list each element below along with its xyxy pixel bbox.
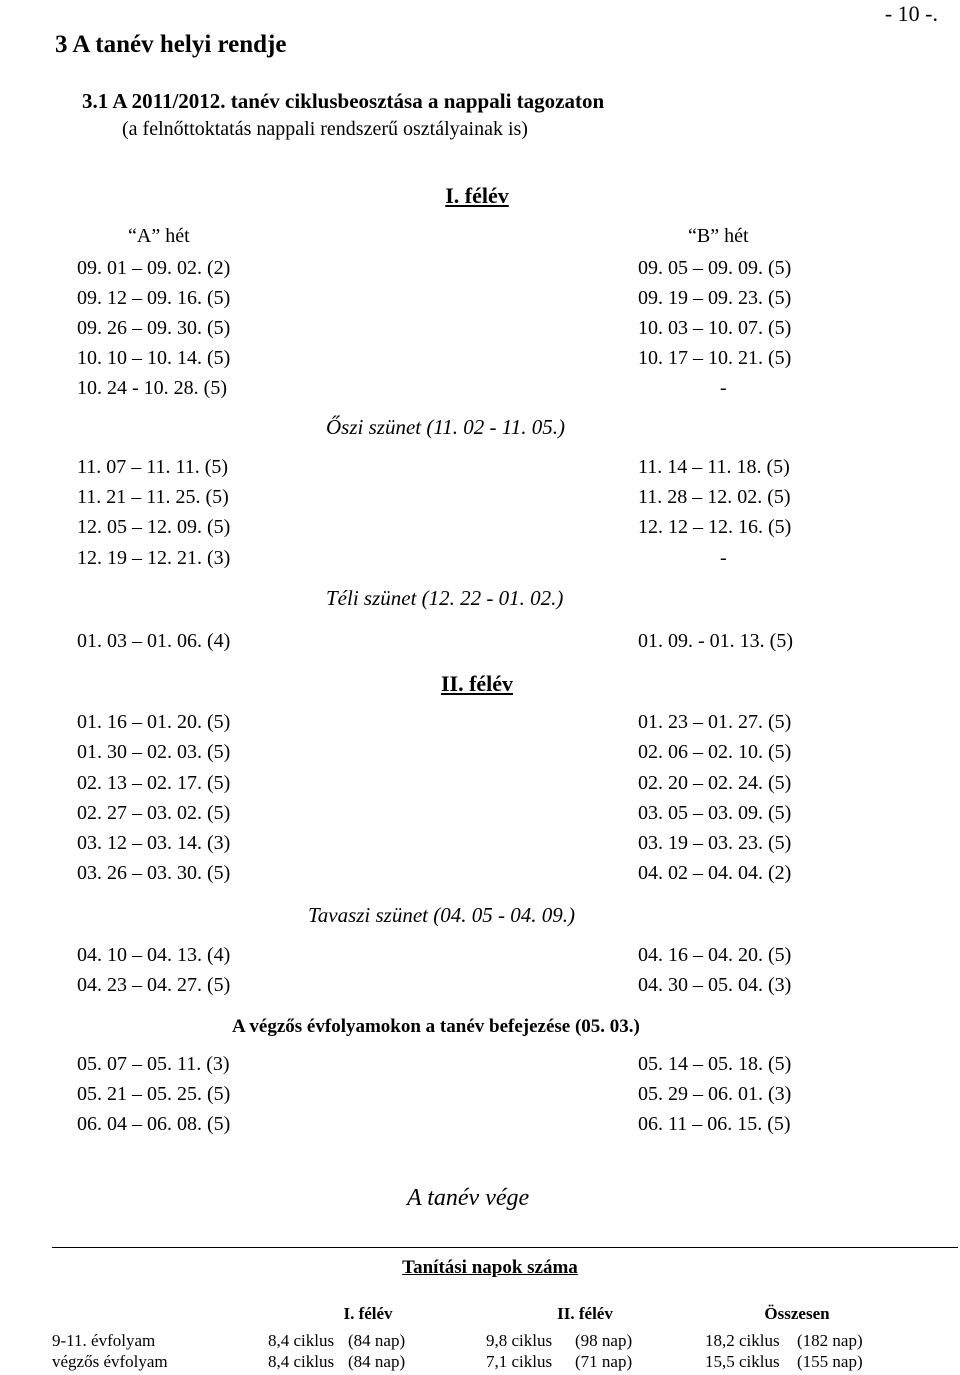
week-b-cycle: 02. 06 – 02. 10. (5) [638, 741, 792, 763]
table-row-label: 9-11. évfolyam [52, 1331, 156, 1350]
week-b-cycle: 06. 11 – 06. 15. (5) [638, 1113, 791, 1135]
table-cell-days: (155 nap) [797, 1352, 863, 1371]
week-a-cycle: 01. 03 – 01. 06. (4) [77, 630, 231, 652]
table-cell-cycles: 8,4 ciklus [268, 1331, 335, 1350]
semester2-heading: II. félév [440, 671, 514, 696]
week-a-cycle: 09. 01 – 09. 02. (2) [77, 257, 231, 279]
week-a-cycle: 10. 24 - 10. 28. (5) [77, 377, 227, 399]
year-end: A tanév vége [407, 1185, 530, 1211]
week-a-cycle: 01. 30 – 02. 03. (5) [77, 741, 231, 763]
table-row-label: végzős évfolyam [52, 1352, 168, 1371]
week-a-cycle: 11. 07 – 11. 11. (5) [77, 456, 229, 478]
week-b-cycle: 02. 20 – 02. 24. (5) [638, 772, 792, 794]
table-header-semester2: II. félév [557, 1304, 613, 1323]
week-a-cycle: 12. 19 – 12. 21. (3) [77, 547, 231, 569]
week-b-cycle: 10. 03 – 10. 07. (5) [638, 317, 792, 339]
week-a-cycle: 01. 16 – 01. 20. (5) [77, 711, 231, 733]
week-b-cycle: 10. 17 – 10. 21. (5) [638, 347, 792, 369]
spring-break: Tavaszi szünet (04. 05 - 04. 09.) [308, 903, 575, 927]
week-b-cycle: 09. 05 – 09. 09. (5) [638, 257, 792, 279]
week-b-cycle: - [720, 377, 727, 399]
week-a-cycle: 10. 10 – 10. 14. (5) [77, 347, 231, 369]
table-cell-days: (98 nap) [575, 1331, 633, 1350]
table-cell-cycles: 9,8 ciklus [486, 1331, 553, 1350]
week-b-cycle: 11. 14 – 11. 18. (5) [638, 456, 790, 478]
week-a-cycle: 04. 10 – 04. 13. (4) [77, 944, 231, 966]
table-cell-days: (84 nap) [348, 1331, 406, 1350]
week-a-cycle: 04. 23 – 04. 27. (5) [77, 974, 231, 996]
week-b-cycle: 04. 02 – 04. 04. (2) [638, 862, 792, 884]
table-cell-cycles: 7,1 ciklus [486, 1352, 553, 1371]
week-b-cycle: 04. 16 – 04. 20. (5) [638, 944, 792, 966]
table-header-total: Összesen [764, 1304, 830, 1323]
divider [52, 1247, 958, 1248]
week-b-cycle: - [720, 547, 727, 569]
week-b-cycle: 01. 23 – 01. 27. (5) [638, 711, 792, 733]
week-a-cycle: 02. 27 – 03. 02. (5) [77, 802, 231, 824]
week-b-cycle: 11. 28 – 12. 02. (5) [638, 486, 791, 508]
subsection-subtitle: (a felnőttoktatás nappali rendszerű osztályainak is) [122, 118, 528, 140]
section-title: 3 A tanév helyi rendje [55, 31, 287, 58]
table-header-semester1: I. félév [343, 1304, 393, 1323]
week-b-cycle: 09. 19 – 09. 23. (5) [638, 287, 792, 309]
week-b-cycle: 05. 14 – 05. 18. (5) [638, 1053, 792, 1075]
week-b-label: “B” hét [688, 225, 749, 247]
graduates-end-note: A végzős évfolyamokon a tanév befejezése (05. 03.) [232, 1016, 640, 1037]
week-a-cycle: 11. 21 – 11. 25. (5) [77, 486, 229, 508]
week-a-cycle: 03. 12 – 03. 14. (3) [77, 832, 231, 854]
winter-break: Téli szünet (12. 22 - 01. 02.) [326, 586, 564, 610]
week-b-cycle: 01. 09. - 01. 13. (5) [638, 630, 793, 652]
week-a-cycle: 03. 26 – 03. 30. (5) [77, 862, 231, 884]
week-a-cycle: 12. 05 – 12. 09. (5) [77, 516, 231, 538]
table-cell-days: (84 nap) [348, 1352, 406, 1371]
week-a-cycle: 05. 07 – 05. 11. (3) [77, 1053, 230, 1075]
table-cell-days: (182 nap) [797, 1331, 863, 1350]
table-cell-cycles: 15,5 ciklus [705, 1352, 780, 1371]
week-b-cycle: 05. 29 – 06. 01. (3) [638, 1083, 792, 1105]
week-a-cycle: 02. 13 – 02. 17. (5) [77, 772, 231, 794]
week-a-cycle: 09. 26 – 09. 30. (5) [77, 317, 231, 339]
week-a-cycle: 05. 21 – 05. 25. (5) [77, 1083, 231, 1105]
week-a-cycle: 06. 04 – 06. 08. (5) [77, 1113, 231, 1135]
week-b-cycle: 03. 19 – 03. 23. (5) [638, 832, 792, 854]
subsection-title: 3.1 A 2011/2012. tanév ciklusbeosztása a nappali tagozaton [82, 89, 605, 113]
table-cell-cycles: 18,2 ciklus [705, 1331, 780, 1350]
week-b-cycle: 04. 30 – 05. 04. (3) [638, 974, 792, 996]
page-number: - 10 -. [884, 1, 938, 26]
semester1-heading: I. félév [445, 183, 509, 208]
table-cell-cycles: 8,4 ciklus [268, 1352, 335, 1371]
table-cell-days: (71 nap) [575, 1352, 633, 1371]
autumn-break: Őszi szünet (11. 02 - 11. 05.) [326, 415, 565, 439]
week-b-cycle: 12. 12 – 12. 16. (5) [638, 516, 792, 538]
week-b-cycle: 03. 05 – 03. 09. (5) [638, 802, 792, 824]
week-a-label: “A” hét [128, 225, 190, 247]
week-a-cycle: 09. 12 – 09. 16. (5) [77, 287, 231, 309]
teaching-days-title: Tanítási napok száma [402, 1257, 578, 1278]
